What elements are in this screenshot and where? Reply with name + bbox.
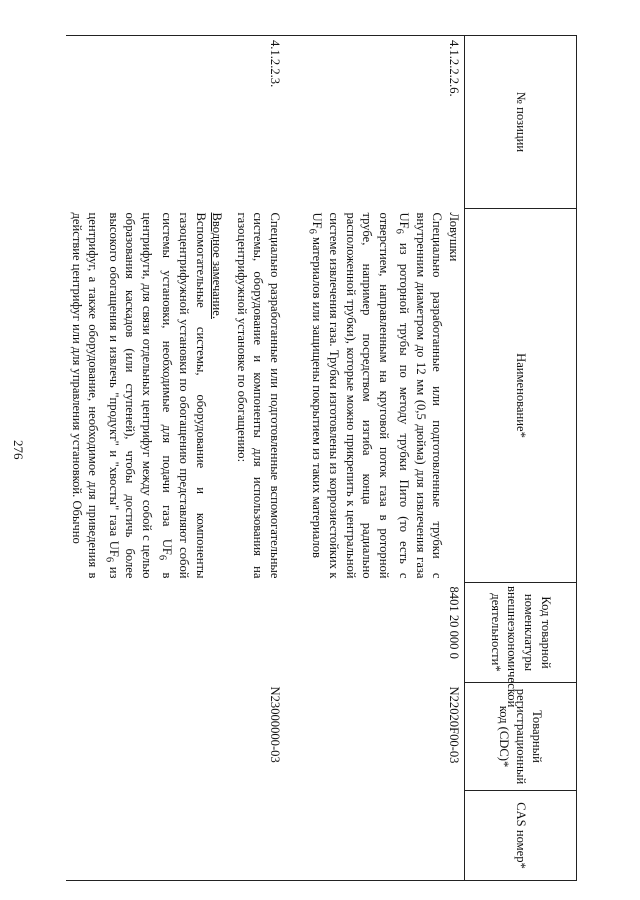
items-table bbox=[66, 35, 577, 881]
rotated-table-container bbox=[27, 35, 577, 880]
header-cas: CAS номер* bbox=[465, 791, 577, 881]
header-position: № позиции bbox=[465, 36, 577, 209]
row-cas bbox=[66, 791, 285, 881]
row-cdc-code: N22020F00-03 bbox=[447, 686, 461, 764]
row-text: Специально разработанные или подготовленные вспомогательные системы, оборудование и компоненты для использования на газоцентрифужной установке по обогащению: bbox=[234, 212, 282, 579]
row-gap bbox=[285, 36, 303, 881]
page-number: 276 bbox=[11, 440, 26, 460]
header-name: Наименование* bbox=[465, 209, 577, 583]
header-tn-ved-code: Код товарной номенклатуры внешнеэкономической деятельности* bbox=[465, 583, 577, 683]
row-cas bbox=[303, 791, 465, 881]
header-cdc-code: Товарный регистрационный код (CDC)* bbox=[465, 683, 577, 791]
row-tn-ved-code bbox=[66, 583, 285, 683]
row-title: Ловушки bbox=[447, 212, 461, 262]
row-description bbox=[66, 209, 285, 583]
row-position: 4.1.2.2.2.6. bbox=[303, 36, 465, 209]
table-row bbox=[66, 36, 285, 881]
row-cdc-code: N23000000-03 bbox=[267, 686, 282, 763]
row-tn-ved-code: 8401 20 000 0 bbox=[447, 586, 461, 659]
note-text: Вспомогательные системы, оборудование и компоненты газоцентрифужной установки по обогащению представляют собой системы установки, необходимые для подачи газа $UF_6$ в центрифуги, для связи отдельных центрифуг между собой с целью образования каскадов (или ступеней), чтобы достичь более высокого обогащения и извлечь "продукт" и "хвосты" газа $UF_6$ из центрифуг, а также оборудование, необходимое для приведения в действие центрифуг или для управления установкой. Обычно bbox=[69, 212, 208, 579]
table-row bbox=[303, 36, 465, 881]
note-title: Вводное замечание. bbox=[210, 212, 225, 319]
row-position: 4.1.2.2.3. bbox=[66, 36, 285, 209]
row-text: Специально разработанные или подготовленные трубки с внутренним диаметром до 12 мм (0,5 дюйма) для извлечения газа $UF_6$ из роторной трубы по методу трубки Пито (то есть с отверстием, направленным на круговой поток газа в роторной трубе, например посредством изгиба конца радиально расположенной трубки), которые можно прикрепить к центральной системе извлечения газа. Трубки изготовлены из коррозиестойких к $UF_6$ материалов или защищены покрытием из таких материалов bbox=[306, 212, 445, 579]
table-header-row bbox=[465, 36, 577, 881]
row-description bbox=[303, 209, 465, 583]
